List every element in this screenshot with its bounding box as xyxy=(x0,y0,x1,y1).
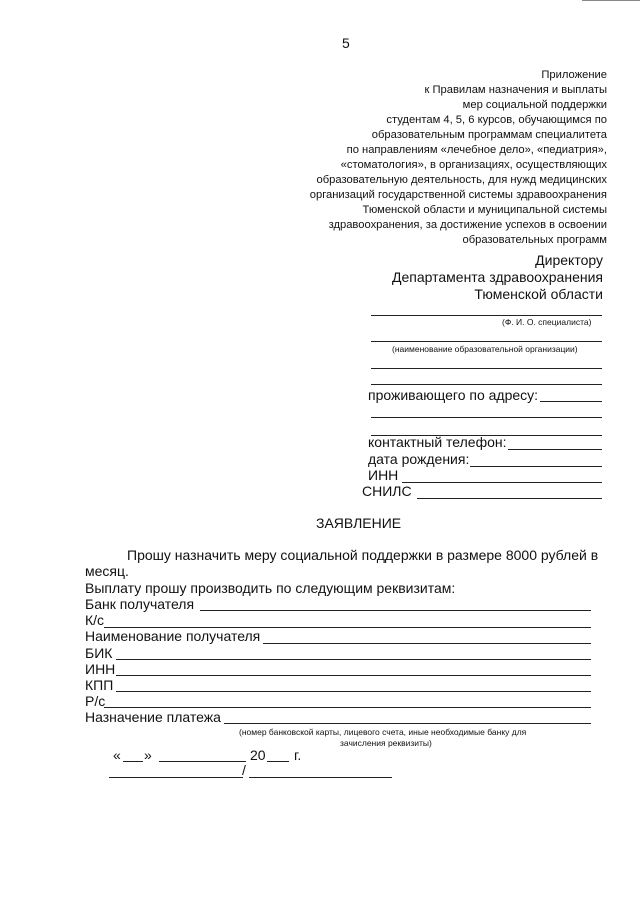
bank-line[interactable] xyxy=(200,610,591,611)
page-number: 5 xyxy=(342,35,350,51)
recipient-label: Наименование получателя xyxy=(85,628,261,644)
inn-recipient-line[interactable] xyxy=(116,675,591,676)
inn-label: ИНН xyxy=(368,467,399,483)
appendix-line: по направлениям «лечебное дело», «педиатрия», xyxy=(346,144,607,156)
snils-label: СНИЛС xyxy=(362,483,412,499)
kpp-label: КПП xyxy=(85,677,114,693)
addressee-line: Директору xyxy=(535,252,603,268)
date-open-quote: « xyxy=(113,747,121,763)
request-text: Прошу назначить меру социальной поддержки в размере 8000 рублей в xyxy=(127,547,599,563)
purpose-line[interactable] xyxy=(224,723,591,724)
purpose-hint: (номер банковской карты, лицевого счета, иные необходимые банку для xyxy=(239,727,527,737)
birth-date-line[interactable] xyxy=(470,466,602,467)
month-line[interactable] xyxy=(159,761,246,762)
org-line-2[interactable] xyxy=(371,368,602,369)
recipient-line[interactable] xyxy=(263,643,591,644)
phone-label: контактный телефон: xyxy=(368,434,507,450)
year-line[interactable] xyxy=(267,761,289,762)
address-line-2[interactable] xyxy=(371,417,602,418)
appendix-line: студентам 4, 5, 6 курсов, обучающимся по xyxy=(386,114,607,126)
address-label: проживающего по адресу: xyxy=(368,387,539,403)
addressee-line: Тюменской области xyxy=(474,286,603,302)
appendix-block xyxy=(187,68,607,248)
date-close-quote: » xyxy=(144,747,152,763)
appendix-line: здравоохранения, за достижение успехов в освоении xyxy=(328,219,607,231)
ks-label: К/с xyxy=(85,612,105,628)
year-suffix: г. xyxy=(294,747,302,763)
appendix-line: образовательным программам специалитета xyxy=(371,129,607,141)
fio-line[interactable] xyxy=(371,315,602,316)
org-line-3[interactable] xyxy=(371,384,602,385)
appendix-line: образовательных программ xyxy=(462,234,607,246)
rs-line[interactable] xyxy=(104,707,591,708)
day-line[interactable] xyxy=(123,761,143,762)
inn-line[interactable] xyxy=(402,482,602,483)
rs-label: Р/с xyxy=(85,693,106,709)
appendix-line: Приложение xyxy=(541,69,607,81)
appendix-line: Тюменской области и муниципальной системы xyxy=(362,204,607,216)
document-title: ЗАЯВЛЕНИЕ xyxy=(316,515,402,531)
bik-line[interactable] xyxy=(116,659,591,660)
bik-label: БИК xyxy=(85,645,113,661)
snils-line[interactable] xyxy=(417,498,602,499)
purpose-label: Назначение платежа xyxy=(85,709,221,725)
payment-intro: Выплату прошу производить по следующим реквизитам: xyxy=(85,580,456,596)
purpose-hint-cont: зачисления реквизиты) xyxy=(340,738,432,748)
phone-line[interactable] xyxy=(508,449,602,450)
addressee-line: Департамента здравоохранения xyxy=(392,269,603,285)
addressee-block xyxy=(303,252,603,303)
appendix-line: образовательную деятельность, для нужд медицинских xyxy=(316,174,607,186)
birth-date-label: дата рождения: xyxy=(368,451,470,467)
kpp-line[interactable] xyxy=(116,691,591,692)
bank-label: Банк получателя xyxy=(85,596,195,612)
appendix-line: к Правилам назначения и выплаты xyxy=(424,84,607,96)
appendix-line: «стоматология», в организациях, осуществляющих xyxy=(340,159,607,171)
appendix-line: мер социальной поддержки xyxy=(462,99,607,111)
signature-line[interactable] xyxy=(109,777,243,778)
org-line[interactable] xyxy=(371,341,602,342)
appendix-line: организаций государственной системы здравоохранения xyxy=(309,189,607,201)
inn-recipient-label: ИНН xyxy=(85,661,116,677)
signature-name-line[interactable] xyxy=(249,777,392,778)
fio-hint: (Ф. И. О. специалиста) xyxy=(502,317,592,327)
org-hint: (наименование образовательной организации) xyxy=(392,344,578,354)
signature-separator: / xyxy=(242,762,246,778)
address-line[interactable] xyxy=(540,401,602,402)
top-edge-line xyxy=(582,0,640,1)
year-prefix: 20 xyxy=(250,747,266,763)
request-text-cont: месяц. xyxy=(85,563,129,579)
